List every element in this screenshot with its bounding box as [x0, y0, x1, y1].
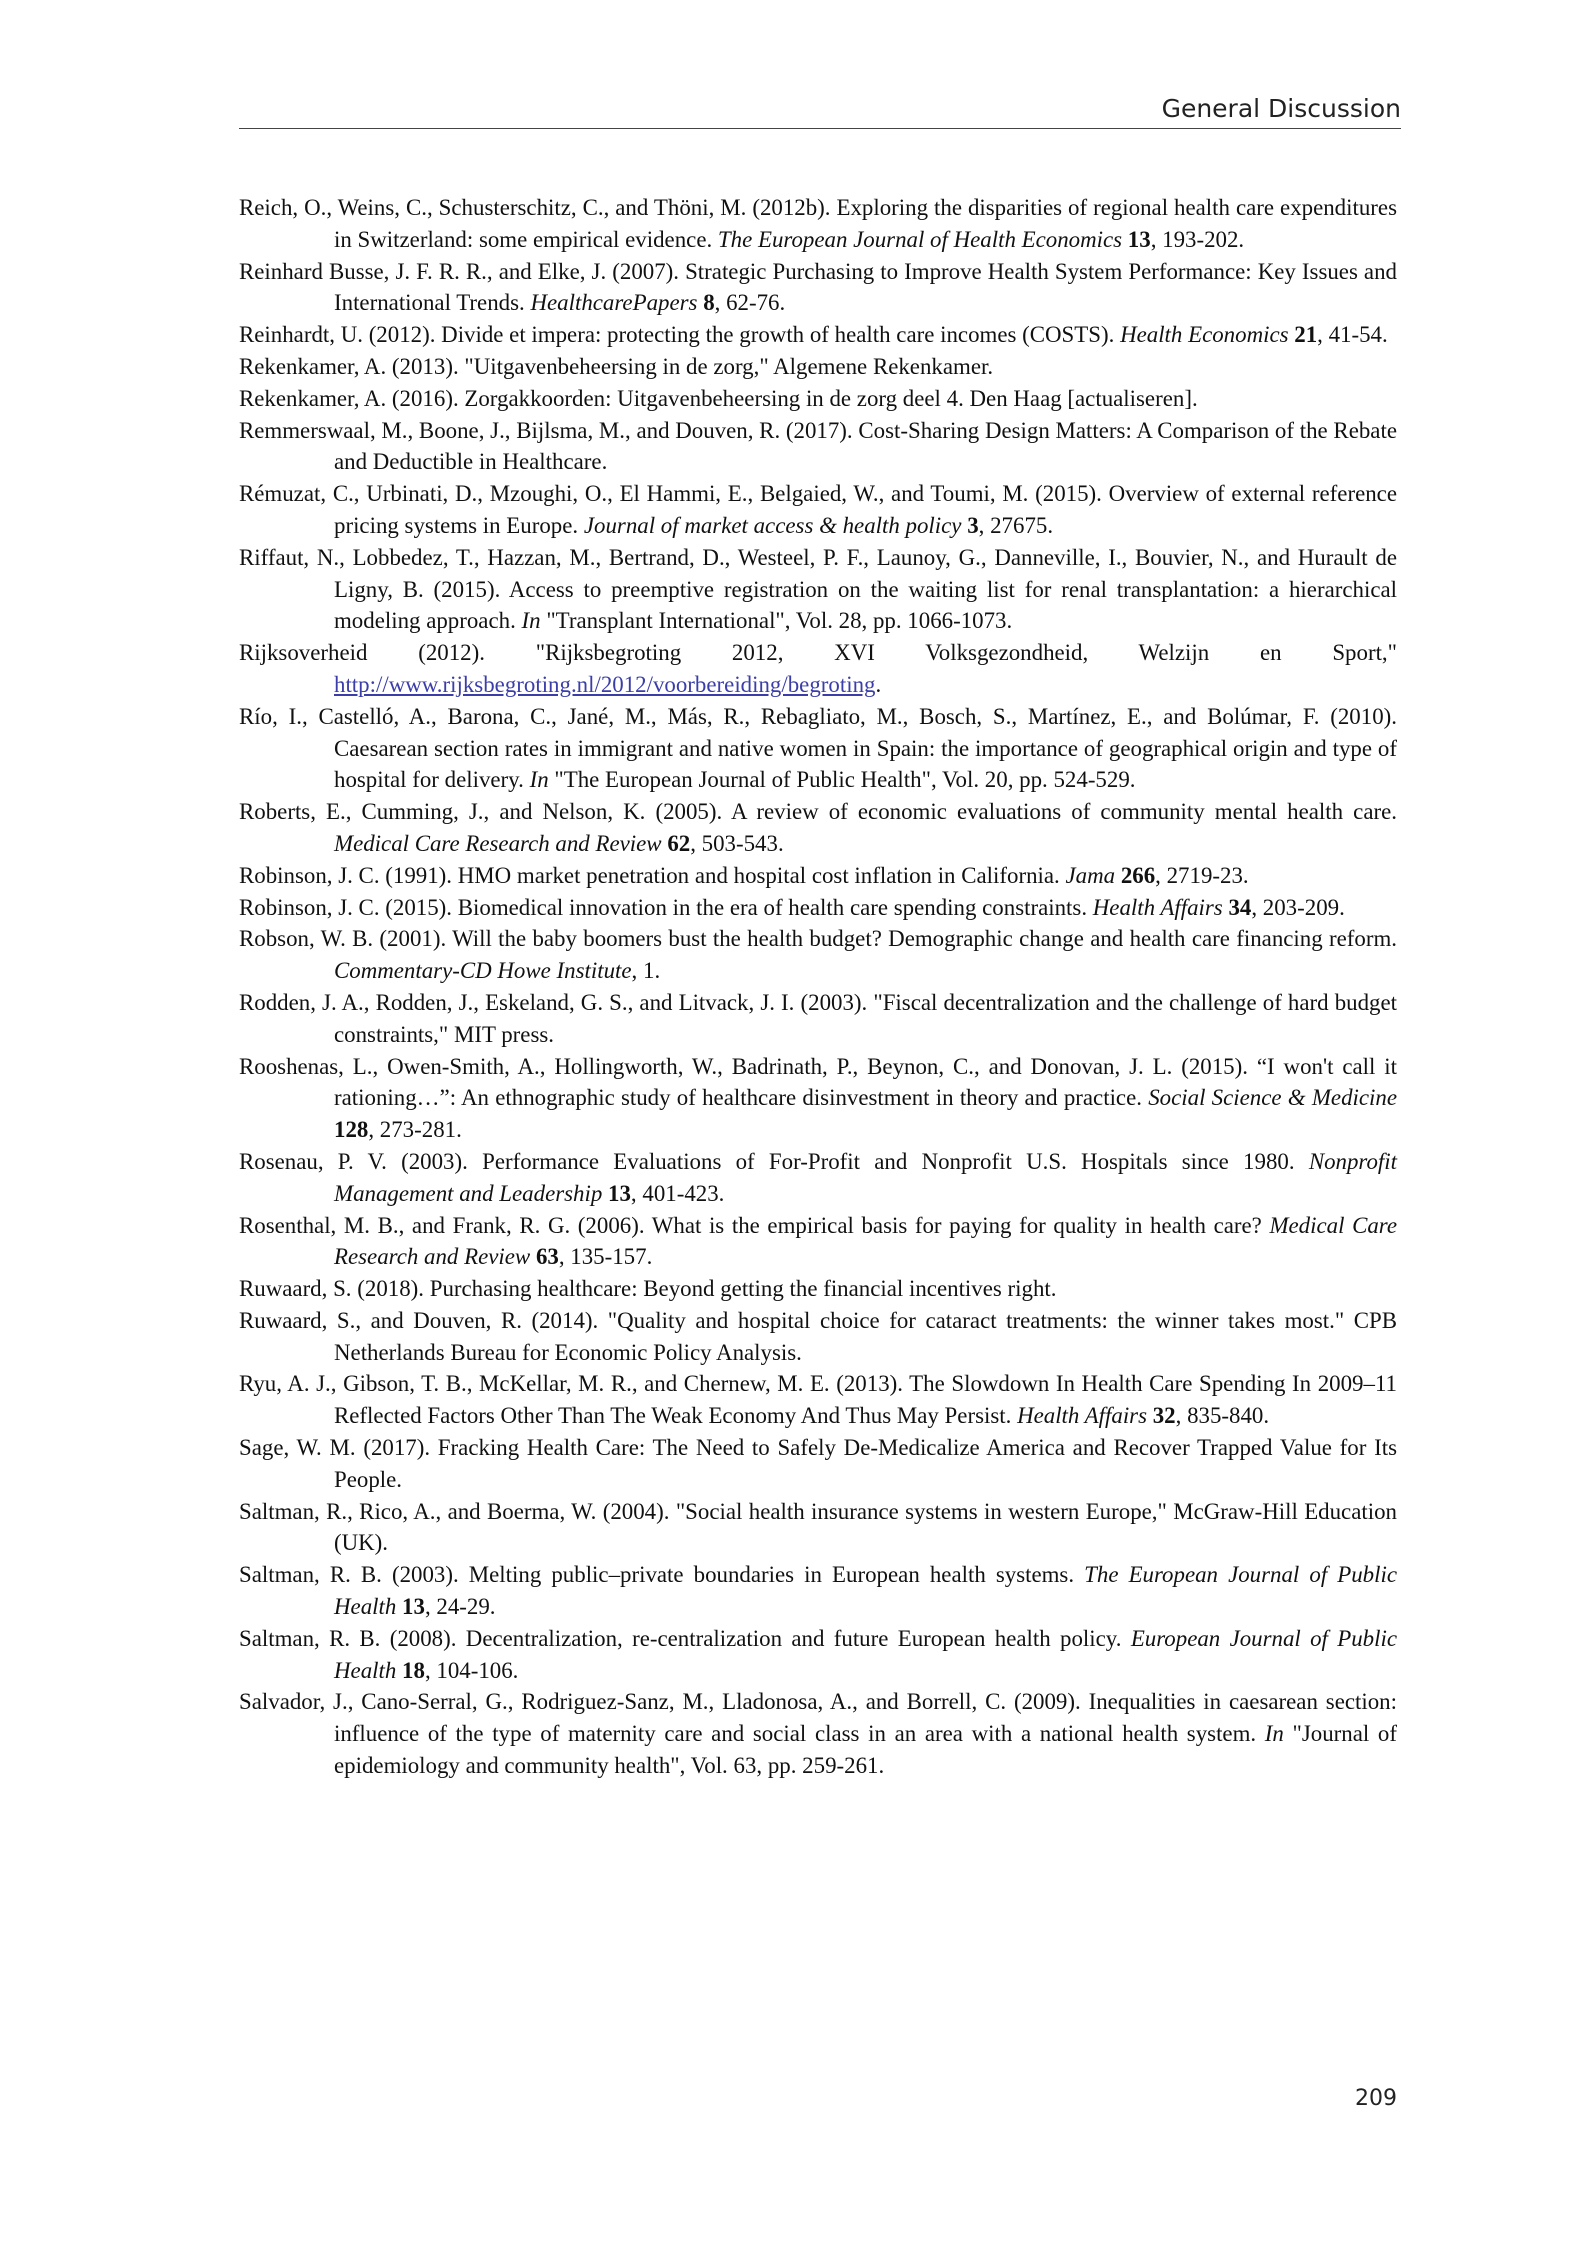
reference-text: Remmerswaal, M., Boone, J., Bijlsma, M., and Douven, R. (2017). Cost-Sharing Design Matters: A Comparison of the Rebate and Deductible in Healthcare. [239, 417, 1397, 475]
reference-link[interactable]: http://www.rijksbegroting.nl/2012/voorbereiding/begroting [334, 671, 876, 697]
reference-volume: 266 [1120, 862, 1156, 888]
reference-text: Rosenau, P. V. (2003). Performance Evaluations of For-Profit and Nonprofit U.S. Hospitals since 1980. [239, 1148, 1309, 1174]
reference-entry [239, 351, 1397, 383]
reference-italic-text: Nonprofit Management and Leadership [334, 1148, 1397, 1206]
reference-entry [239, 987, 1397, 1051]
reference-volume: 13 [1127, 226, 1151, 252]
reference-text: , 203-209. [1251, 894, 1345, 920]
reference-text: Robinson, J. C. (1991). HMO market penetration and hospital cost inflation in California. [239, 862, 1066, 888]
reference-text: , 1. [631, 958, 661, 984]
reference-text: Sage, W. M. (2017). Fracking Health Care: The Need to Safely De-Medicalize America and Recover Trapped Value for Its People. [239, 1435, 1397, 1492]
reference-text: Ruwaard, S. (2018). Purchasing healthcare: Beyond getting the financial incentives right. [239, 1276, 1057, 1302]
reference-text: , 27675. [978, 512, 1054, 538]
reference-text: Reich, O., Weins, C., Schusterschitz, C., and Thöni, M. (2012b). Exploring the disparities of regional health care expenditures in Switzerland: some empirical evidence. [239, 195, 1397, 252]
reference-volume: 62 [667, 830, 691, 856]
reference-text: , 273-281. [368, 1117, 462, 1143]
reference-text: Rooshenas, L., Owen-Smith, A., Hollingworth, W., Badrinath, P., Beynon, C., and Donovan, J. L. (2015). “I won't call it rationing…”: An ethnographic study of healthcare disinvestment in theory and practice. [239, 1053, 1397, 1111]
reference-italic-text: Commentary-CD Howe Institute [334, 958, 632, 984]
reference-entry [239, 256, 1397, 320]
reference-text: Reinhardt, U. (2012). Divide et impera: protecting the growth of health care incomes (COSTS). [239, 322, 1121, 348]
reference-italic-text: Journal of market access & health policy [583, 512, 962, 538]
reference-volume: 18 [402, 1657, 425, 1683]
reference-text: Rémuzat, C., Urbinati, D., Mzoughi, O., El Hammi, E., Belgaied, W., and Toumi, M. (2015). Overview of external reference pricing systems in Europe. [239, 481, 1397, 538]
reference-text: , 503-543. [690, 830, 784, 856]
reference-volume: 13 [402, 1594, 425, 1620]
reference-volume: 128 [334, 1117, 369, 1143]
reference-italic-text: HealthcarePapers [530, 290, 698, 316]
reference-entry [239, 923, 1397, 987]
reference-text: , 24-29. [424, 1594, 496, 1620]
reference-italic-text: Health Economics [1120, 322, 1289, 348]
reference-volume: 8 [703, 290, 715, 316]
reference-text: Robinson, J. C. (2015). Biomedical innovation in the era of health care spending constraints. [239, 894, 1093, 920]
reference-italic-text: Jama [1065, 862, 1116, 888]
reference-entry [239, 383, 1397, 415]
reference-text: Saltman, R. B. (2003). Melting public–private boundaries in European health systems. [239, 1562, 1085, 1588]
reference-text: Roberts, E., Cumming, J., and Nelson, K. (2005). A review of economic evaluations of community mental health care. [239, 799, 1397, 825]
reference-text: "The European Journal of Public Health", Vol. 20, pp. 524-529. [548, 767, 1136, 793]
reference-entry [239, 1210, 1397, 1274]
page-header [239, 92, 1401, 129]
reference-entry [239, 637, 1397, 701]
reference-italic-text: In [1264, 1721, 1284, 1747]
reference-text: "Journal of epidemiology and community health", Vol. 63, pp. 259-261. [334, 1721, 1397, 1779]
reference-entry [239, 1496, 1397, 1560]
reference-entry [239, 1146, 1397, 1210]
reference-volume: 32 [1152, 1403, 1176, 1429]
reference-text: , 193-202. [1150, 226, 1245, 252]
reference-text: Reinhard Busse, J. F. R. R., and Elke, J. (2007). Strategic Purchasing to Improve Health System Performance: Key Issues and International Trends. [239, 258, 1397, 316]
reference-entry [239, 192, 1397, 256]
reference-volume: 13 [608, 1180, 631, 1206]
reference-italic-text: Medical Care Research and Review [334, 830, 662, 856]
reference-entry [239, 319, 1397, 351]
reference-text: Rodden, J. A., Rodden, J., Eskeland, G. S., and Litvack, J. I. (2003). "Fiscal decentralization and the challenge of hard budget constraints," MIT press. [239, 989, 1397, 1047]
reference-entry [239, 892, 1397, 924]
reference-text: Salvador, J., Cano-Serral, G., Rodriguez-Sanz, M., Lladonosa, A., and Borrell, C. (2009). Inequalities in caesarean section: influence of the type of maternity care and social class in an area with a national health system. [239, 1689, 1397, 1747]
reference-entry [239, 796, 1397, 860]
reference-text: Saltman, R. B. (2008). Decentralization, re-centralization and future European health policy. [239, 1625, 1131, 1651]
reference-text: Rekenkamer, A. (2013). "Uitgavenbeheersing in de zorg," Algemene Rekenkamer. [239, 353, 994, 379]
reference-volume: 3 [967, 512, 979, 538]
reference-italic-text: Health Affairs [1092, 894, 1223, 920]
reference-entry [239, 478, 1397, 542]
reference-text: Riffaut, N., Lobbedez, T., Hazzan, M., Bertrand, D., Westeel, P. F., Launoy, G., Danneville, I., Bouvier, N., and Hurault de Ligny, B. (2015). Access to preemptive registration on the waiting list for renal transplantation: a hierarchical modeling approach. [239, 544, 1397, 634]
reference-entry [239, 542, 1397, 637]
reference-text: . [875, 671, 882, 697]
reference-entry [239, 1051, 1397, 1146]
reference-text: Río, I., Castelló, A., Barona, C., Jané, M., Más, R., Rebagliato, M., Bosch, S., Martínez, E., and Bolúmar, F. (2010). Caesarean section rates in immigrant and native women in Spain: the importance of geographical origin and type of hospital for delivery. [239, 703, 1397, 793]
reference-volume: 63 [535, 1244, 559, 1270]
reference-text: Ruwaard, S., and Douven, R. (2014). "Quality and hospital choice for cataract treatments: the winner takes most." CPB Netherlands Bureau for Economic Policy Analysis. [239, 1307, 1397, 1365]
reference-italic-text: In [521, 608, 541, 634]
reference-entry [239, 1273, 1397, 1305]
reference-entry [239, 1368, 1397, 1432]
reference-italic-text: Social Science & Medicine [1148, 1085, 1397, 1111]
running-title: General Discussion [1161, 94, 1401, 123]
reference-text: , 62-76. [714, 290, 786, 316]
reference-italic-text: The European Journal of Public Health [334, 1562, 1398, 1620]
reference-text: Rijksoverheid (2012). "Rijksbegroting 2012, XVI Volksgezondheid, Welzijn en Sport," [239, 640, 1397, 666]
reference-entry [239, 1305, 1397, 1369]
reference-text: Saltman, R., Rico, A., and Boerma, W. (2004). "Social health insurance systems in western Europe," McGraw-Hill Education (UK). [239, 1498, 1397, 1556]
reference-text: , 401-423. [630, 1180, 725, 1206]
reference-italic-text: Health Affairs [1017, 1403, 1147, 1429]
reference-text: , 2719-23. [1155, 862, 1249, 888]
reference-italic-text: The European Journal of Health Economics [717, 226, 1123, 252]
reference-volume: 21 [1294, 322, 1318, 348]
reference-text: , 41-54. [1317, 322, 1388, 348]
page-number: 209 [1355, 2086, 1397, 2111]
reference-entry [239, 1559, 1397, 1623]
reference-text: , 135-157. [558, 1244, 653, 1270]
reference-list [239, 192, 1397, 1782]
reference-italic-text: Medical Care Research and Review [334, 1212, 1398, 1270]
reference-text: Rekenkamer, A. (2016). Zorgakkoorden: Uitgavenbeheersing in de zorg deel 4. Den Haag [actualiseren]. [239, 385, 1198, 411]
reference-text: Ryu, A. J., Gibson, T. B., McKellar, M. R., and Chernew, M. E. (2013). The Slowdown In Health Care Spending In 2009–11 Reflected Factors Other Than The Weak Economy And Thus May Persist. [239, 1371, 1397, 1429]
reference-entry [239, 860, 1397, 892]
reference-text: , 835-840. [1175, 1403, 1270, 1429]
reference-text: Robson, W. B. (2001). Will the baby boomers bust the health budget? Demographic change and health care financing reform. [239, 926, 1397, 952]
reference-text: Rosenthal, M. B., and Frank, R. G. (2006). What is the empirical basis for paying for quality in health care? [239, 1212, 1270, 1238]
reference-volume: 34 [1228, 894, 1252, 920]
reference-text: , 104-106. [424, 1657, 519, 1683]
reference-entry [239, 1686, 1397, 1781]
reference-entry [239, 1432, 1397, 1496]
reference-text: "Transplant International", Vol. 28, pp. 1066-1073. [540, 608, 1013, 634]
reference-entry [239, 701, 1397, 796]
reference-entry [239, 415, 1397, 479]
reference-italic-text: In [529, 767, 549, 793]
reference-entry [239, 1623, 1397, 1687]
reference-italic-text: European Journal of Public Health [334, 1625, 1397, 1683]
